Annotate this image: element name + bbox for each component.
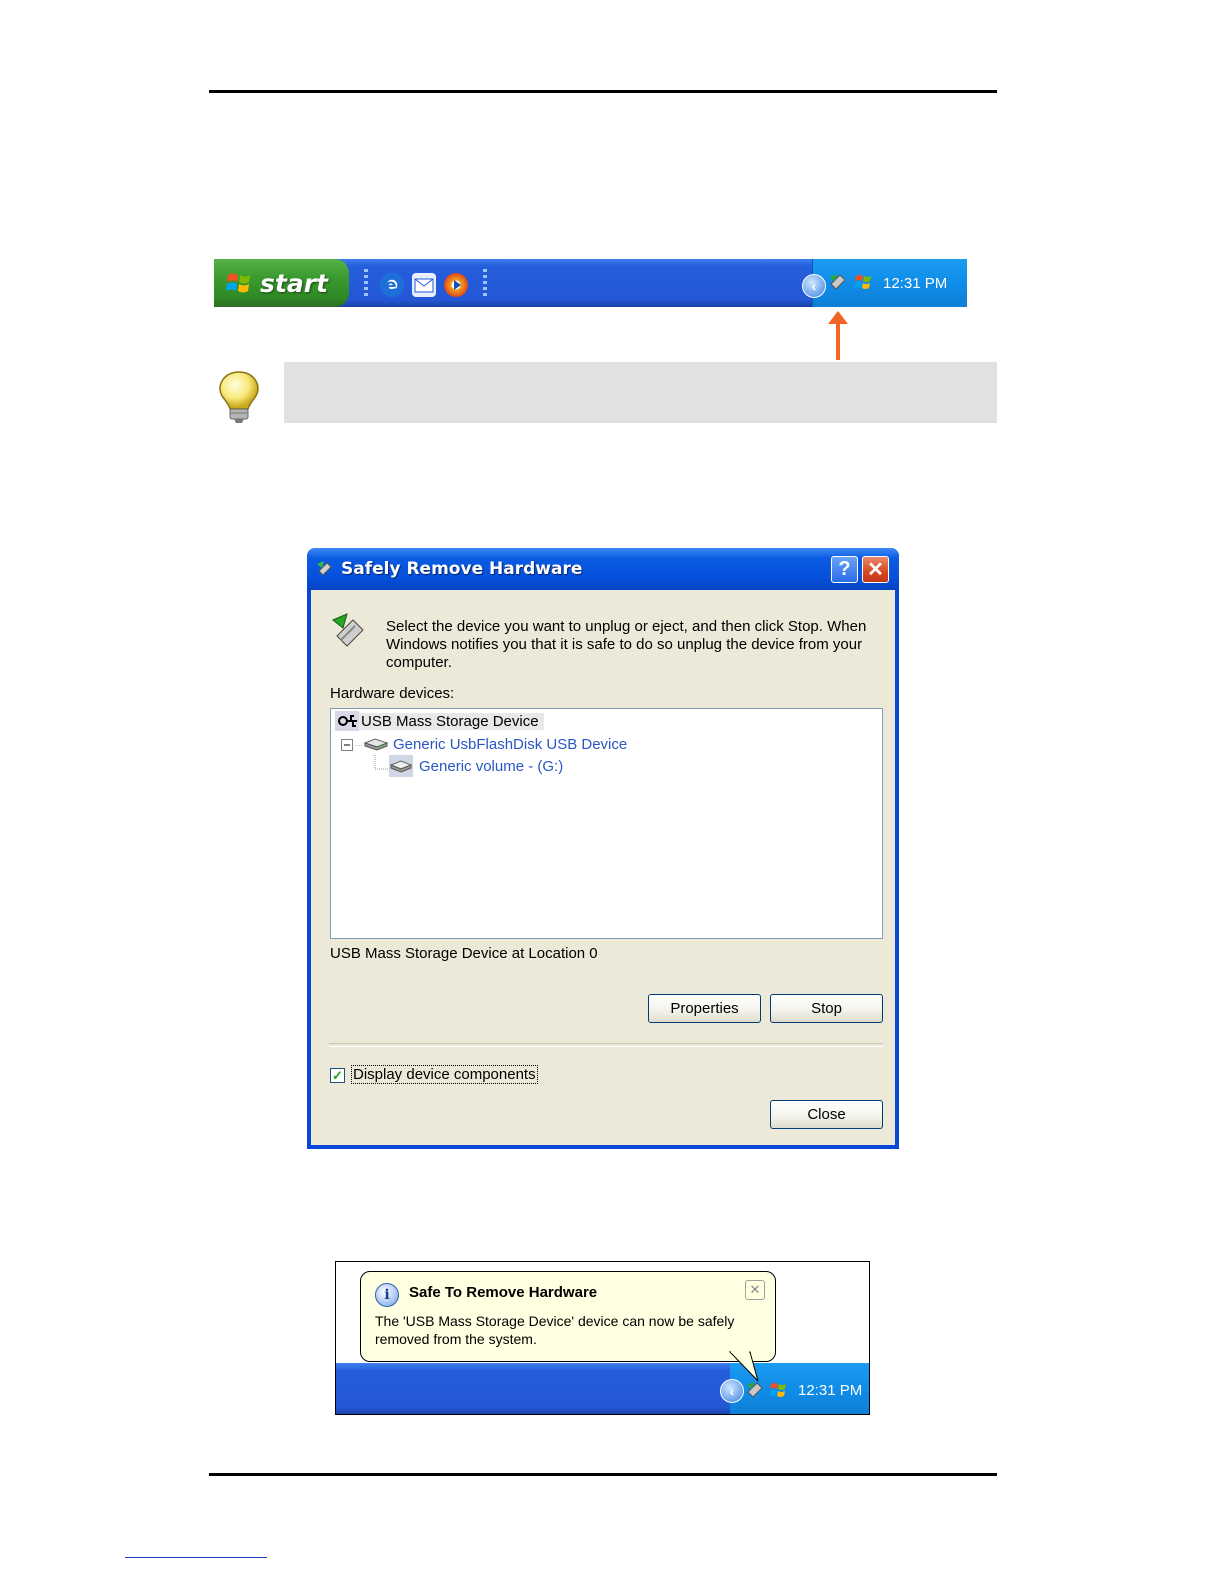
- safely-remove-hardware-dialog: [307, 548, 899, 1149]
- dialog-instructions: Select the device you want to unplug or eject, and then click Stop. When Windows notifies you that it is safe to do so unplug the device from your computer.: [386, 618, 867, 671]
- hardware-title-icon: [315, 559, 335, 579]
- volume-drive-icon: [389, 755, 413, 777]
- start-label: start: [260, 268, 328, 298]
- disk-drive-icon: [363, 735, 389, 753]
- close-button[interactable]: Close: [770, 1100, 883, 1129]
- help-button[interactable]: ?: [831, 556, 858, 583]
- quicklaunch-grip-end[interactable]: [483, 269, 487, 297]
- hardware-device-tree[interactable]: [330, 708, 883, 939]
- device-location-text: USB Mass Storage Device at Location 0: [330, 945, 598, 962]
- properties-button[interactable]: Properties: [648, 994, 761, 1023]
- balloon-title: Safe To Remove Hardware: [409, 1284, 598, 1301]
- notification-balloon[interactable]: [360, 1271, 776, 1362]
- balloon-close-button[interactable]: ✕: [745, 1280, 765, 1300]
- start-button[interactable]: [214, 259, 349, 307]
- tree-item-generic-usbflashdisk[interactable]: [363, 733, 627, 755]
- footer-rule: [209, 1473, 997, 1476]
- quicklaunch-grip[interactable]: [364, 269, 368, 297]
- display-components-checkbox[interactable]: ✓: [330, 1068, 345, 1083]
- system-tray: [812, 259, 967, 307]
- tray-clock-2[interactable]: 12:31 PM: [798, 1382, 863, 1399]
- dialog-title: Safely Remove Hardware: [341, 559, 583, 579]
- dialog-close-button[interactable]: ✕: [862, 556, 889, 583]
- footer-link-underline: [125, 1557, 267, 1558]
- windows-logo-icon: [226, 271, 252, 295]
- balloon-message: The 'USB Mass Storage Device' device can now be safely removed from the system.: [375, 1313, 735, 1347]
- tip-box: [284, 362, 997, 423]
- taskbar: [214, 259, 966, 307]
- display-components-label[interactable]: Display device components: [353, 1066, 536, 1083]
- show-hidden-icons-chevron[interactable]: ‹: [802, 274, 826, 298]
- header-rule: [209, 90, 997, 93]
- tray-clock[interactable]: 12:31 PM: [883, 275, 948, 292]
- tree-item-usb-mass-storage[interactable]: [335, 710, 544, 732]
- info-icon: i: [375, 1283, 399, 1307]
- tree-root-label: USB Mass Storage Device: [359, 713, 544, 730]
- windows-update-icon[interactable]: [853, 271, 875, 293]
- tree-grandchild-label: Generic volume - (G:): [419, 757, 564, 775]
- taskbar-2: [336, 1363, 870, 1415]
- dialog-titlebar[interactable]: [307, 548, 899, 590]
- show-hidden-icons-chevron-2[interactable]: ‹: [720, 1379, 744, 1403]
- media-player-icon[interactable]: [444, 273, 468, 297]
- remove-hardware-icon: [329, 610, 369, 652]
- tree-child-label: Generic UsbFlashDisk USB Device: [393, 735, 628, 753]
- usb-icon: [335, 711, 359, 731]
- balloon-tail: [728, 1351, 768, 1385]
- pointer-arrow-icon: [826, 310, 850, 362]
- internet-explorer-icon[interactable]: [380, 273, 404, 297]
- stop-button[interactable]: Stop: [770, 994, 883, 1023]
- dialog-separator: [329, 1043, 883, 1047]
- svg-text:e: e: [385, 276, 397, 296]
- outlook-express-icon[interactable]: [412, 273, 436, 297]
- safe-to-remove-screenshot: [335, 1261, 870, 1415]
- dialog-body: [311, 590, 895, 1145]
- tree-item-generic-volume[interactable]: [389, 755, 563, 777]
- windows-update-icon-2[interactable]: [768, 1379, 790, 1401]
- hardware-devices-label: Hardware devices:: [330, 685, 455, 702]
- lightbulb-tip-icon: [216, 369, 262, 425]
- safely-remove-hardware-icon[interactable]: [827, 271, 849, 293]
